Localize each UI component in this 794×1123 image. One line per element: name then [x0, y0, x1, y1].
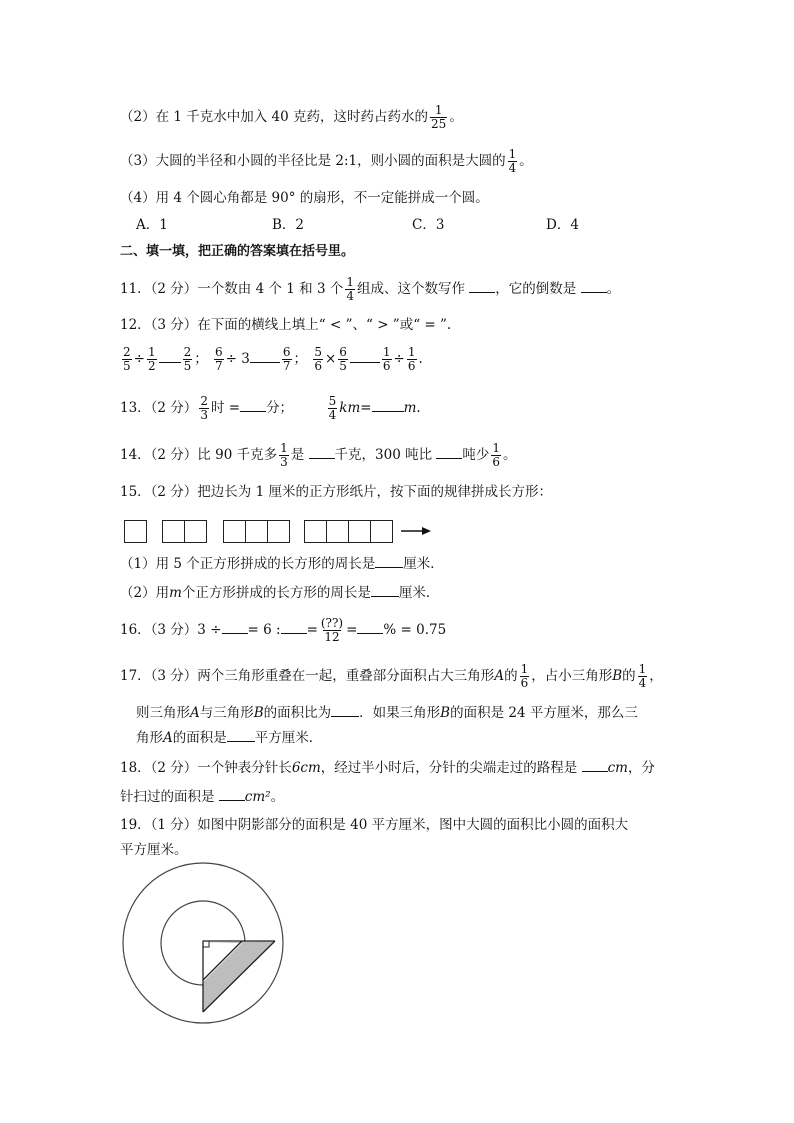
answer-blank[interactable]	[227, 727, 255, 742]
option-b[interactable]: B．2	[272, 217, 305, 233]
q10-item3: （3）大圆的半径和小圆的半径比是 2:1，则小圆的面积是大圆的 $\frac{1}{4}$ 。	[120, 147, 533, 175]
square	[326, 520, 349, 543]
compare-blank[interactable]	[350, 348, 380, 363]
fraction: $\frac{1}{4}$	[346, 275, 354, 303]
square	[348, 520, 371, 543]
answer-blank[interactable]	[372, 397, 404, 412]
q10-item4: （4）用 4 个圆心角都是 90° 的扇形，不一定能拼成一个圆。	[120, 190, 489, 206]
fraction: $\frac{2}{5}$	[123, 345, 131, 373]
square	[162, 520, 185, 543]
answer-blank[interactable]	[240, 397, 266, 412]
fraction: $\frac{6}{7}$	[215, 345, 223, 373]
fraction: $\frac{2}{3}$	[200, 394, 208, 422]
q16: 16．（3 分）3 ÷ = 6 : = (??) 12 = % = 0.75	[120, 616, 447, 644]
section-title: 二、填一填，把正确的答案填在括号里。	[120, 244, 355, 259]
compare-blank[interactable]	[250, 348, 280, 363]
q15-sub2: （2）用m个正方形拼成的长方形的周长是 厘米．	[120, 582, 439, 603]
q15-sub1: （1）用 5 个正方形拼成的长方形的周长是 厘米．	[120, 553, 444, 574]
q19-line1: 19．（1 分）如图中阴影部分的面积是 40 平方厘米，图中大圆的面积比小圆的面积大	[120, 817, 629, 833]
q12-text: 12．（3 分）在下面的横线上填上“ < ”、“ > ”或“ = ”.	[120, 317, 452, 333]
square	[245, 520, 268, 543]
q17-line2: 则三角形A与三角形B的面积比为 ．如果三角形B的面积是 24 平方厘米，那么三	[136, 702, 638, 723]
compare-blank[interactable]	[159, 348, 181, 363]
q18-line1: 18．（2 分）一个钟表分针长6cm，经过半小时后，分针的尖端走过的路程是 cm，分	[120, 757, 655, 778]
fraction: $\frac{6}{5}$	[339, 345, 347, 373]
q12-expressions: $\frac{2}{5}$ ÷ $\frac{1}{2}$ $\frac{2}{5}$ ； $\frac{6}{7}$ ÷ 3 $\frac{6}{7}$ ； $\frac{5}{6}$ × $\frac{6}{5}$ $\frac{1}{6}$ ÷ $\frac{1}{6}$ .	[123, 345, 423, 373]
fraction: $\frac{5}{6}$	[314, 345, 322, 373]
answer-blank[interactable]	[582, 757, 608, 772]
option-c[interactable]: C．3	[412, 217, 445, 233]
answer-blank[interactable]	[436, 444, 462, 459]
q17-line3: 角形A的面积是 平方厘米．	[136, 727, 322, 748]
option-d[interactable]: D．4	[546, 217, 579, 233]
fraction: $\frac{1}{6}$	[407, 345, 416, 373]
q10-item2: （2）在 1 千克水中加入 40 克药，这时药占药水的 $\frac{1}{25}$ 。	[120, 103, 463, 131]
square	[304, 520, 327, 543]
fraction: $\frac{6}{7}$	[282, 345, 291, 373]
answer-blank[interactable]	[281, 619, 307, 634]
square	[184, 520, 207, 543]
arrow-right-icon	[400, 523, 432, 539]
square	[370, 520, 393, 543]
fraction: $\frac{1}{6}$	[382, 345, 391, 373]
fraction: (??) 12	[320, 616, 344, 644]
fraction: $\frac{1}{25}$	[431, 103, 447, 131]
answer-blank[interactable]	[331, 702, 359, 717]
q17-line1: 17．（3 分）两个三角形重叠在一起，重叠部分面积占大三角形A的 $\frac{1}{6}$ ，占小三角形B的 $\frac{1}{4}$ ，	[120, 662, 663, 690]
concentric-circles-figure	[120, 860, 300, 1040]
square	[267, 520, 290, 543]
answer-blank[interactable]	[357, 619, 383, 634]
answer-blank[interactable]	[581, 278, 607, 293]
q11: 11．（2 分）一个数由 4 个 1 和 3 个 $\frac{1}{4}$ 组成、这个数写作 ，它的倒数是 。	[120, 275, 621, 303]
answer-blank[interactable]	[371, 582, 399, 597]
q15-text: 15．（2 分）把边长为 1 厘米的正方形纸片，按下面的规律拼成长方形：	[120, 484, 552, 500]
q18-line2: 针扫过的面积是 cm²。	[120, 786, 284, 807]
square	[223, 520, 246, 543]
q13: 13．（2 分） $\frac{2}{3}$ 时 = 分； $\frac{5}{4}$ km= m.	[120, 394, 421, 422]
answer-blank[interactable]	[309, 444, 335, 459]
fraction: $\frac{2}{5}$	[183, 345, 192, 373]
q14: 14．（2 分）比 90 千克多 $\frac{1}{3}$ 是 千克，300 吨比 吨少 $\frac{1}{6}$ 。	[120, 441, 517, 469]
answer-blank[interactable]	[375, 553, 403, 568]
q19-line2: 平方厘米。	[120, 842, 188, 858]
answer-blank[interactable]	[222, 619, 248, 634]
fraction: $\frac{1}{6}$	[492, 441, 501, 469]
fraction: $\frac{1}{6}$	[520, 662, 529, 690]
answer-blank[interactable]	[469, 278, 495, 293]
fraction: $\frac{1}{3}$	[280, 441, 288, 469]
option-a[interactable]: A．1	[136, 217, 168, 233]
fraction: $\frac{1}{2}$	[147, 345, 156, 373]
answer-blank[interactable]	[219, 786, 245, 801]
fraction: $\frac{1}{4}$	[508, 147, 517, 175]
square	[124, 520, 147, 543]
fraction: $\frac{5}{4}$	[328, 394, 337, 422]
fraction: $\frac{1}{4}$	[638, 662, 647, 690]
